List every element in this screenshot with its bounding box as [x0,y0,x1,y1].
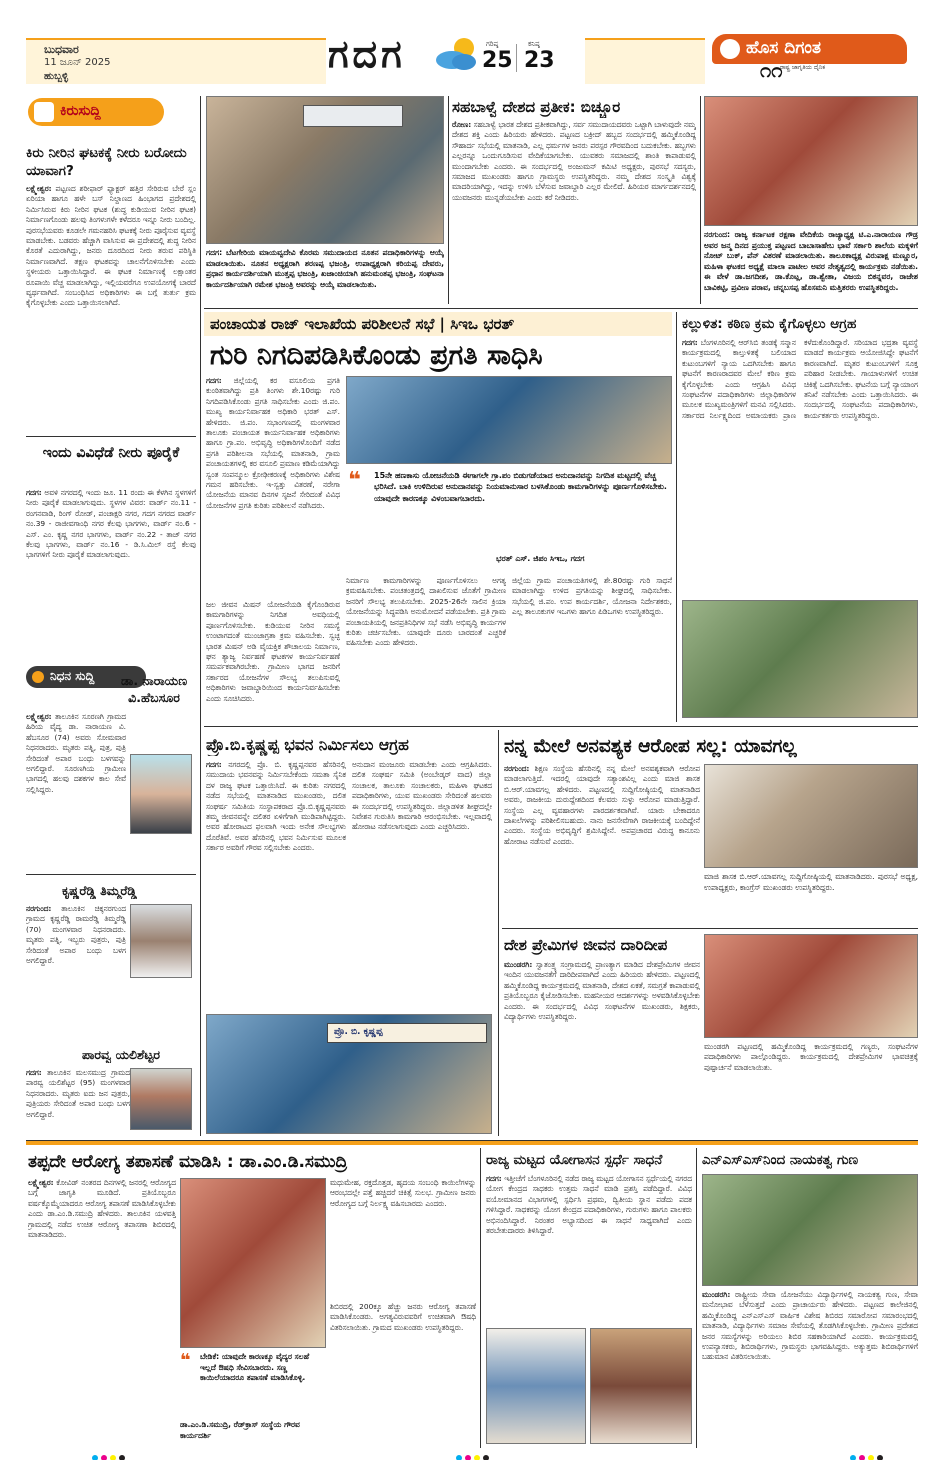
temp-divider [516,44,517,72]
yoga-headline: ರಾಜ್ಯ ಮಟ್ಟದ ಯೋಗಾಸನ ಸ್ಪರ್ಧೆ ಸಾಧನೆ [486,1152,663,1168]
water-body-text: ಅವಳಿ ನಗರದಲ್ಲಿ ಇಂದು ಜೂ. 11 ರಂದು ಈ ಕೆಳಗಿನ ಸ್ಥಳಗಳಿಗೆ ನೀರು ಪೂರೈಕೆ ಮಾಡಲಾಗುವುದು. ಸ್ಥಳಗಳ ವಿವರ: ವಾರ್ಡ್ ನಂ.11 - ರಂಗನವಾಡಿ, ರಿಂಗ್ ರೋಡ್, ಪಂಚಾಕ್ಷರಿ ನಗರ, ಗದಗ ನಗರದ ವಾರ್ಡ್ ನಂ.39 - ರಾಜೀವಗಾಂಧಿ ನಗರ ಕೆಲವು ಭಾಗಗಳು, ವಾರ್ಡ್ ನಂ.6 - ಎಸ್. ಎಂ. ಕೃಷ್ಣ ನಗರ ಭಾಗಗಳು, ವಾರ್ಡ್ ನಂ.22 - ತಾಜ್ ನಗರ ಕೆಲವು ಭಾಗಗಳು, ವಾರ್ಡ್ ನಂ.16 - ಡಿ.ಸಿ.ಮಿಲ್ ರಸ್ತೆ ಕೆಲವು ಭಾಗಗಳಿಗೆ ನೀರು ಪೂರೈಕೆ ಮಾಡಲಾಗುವುದು. [26,488,196,560]
obituary-3-body [26,1068,130,1130]
lead-col3: ನಿರ್ಮಾಣ ಕಾಮಗಾರಿಗಳನ್ನು ಪೂರ್ಣಗೊಳಿಸಲು ಅಗತ್ಯ ಕ್ರಮವಹಿಸಬೇಕು. ಪಂಚತಂತ್ರದಲ್ಲಿ ದಾಖಲಿಸುವ ಜೊತೆಗೆ ಗ್ರಾಮೀಣ ಜನರಿಗೆ ಸೌಲಭ್ಯ ತಲುಪಿಸಬೇಕು. 2025-26ನೇ ಸಾಲಿನ ಕ್ರಿಯಾ ಯೋಜನೆಯನ್ನು ಸಿದ್ಧಪಡಿಸಿ ಅನುಮೋದನೆ ಪಡೆಯಬೇಕು. ಪ್ರತಿ ಗ್ರಾಮ ಪಂಚಾಯತಿಯಲ್ಲಿ ಜನಪ್ರತಿನಿಧಿಗಳ ಸಭೆ ನಡೆಸಿ ಅಭಿವೃದ್ಧಿ ಕಾರ್ಯಗಳ ಕುರಿತು ಚರ್ಚಿಸಬೇಕು. ಯಾವುದೇ ದೂರು ಬಾರದಂತೆ ಎಚ್ಚರಿಕೆ ವಹಿಸಬೇಕು ಎಂದು ಹೇಳಿದರು. [346,576,506,648]
lead-photo [346,376,672,464]
yoga-dateline: ಗದಗ: [486,1174,502,1183]
print-dot [119,1455,125,1460]
print-dot [483,1455,489,1460]
nss-dateline: ಮುಂಡರಗಿ: [702,1290,731,1299]
obituary-3-name: ಪಾರವ್ವ ಯಲಿಶೆಟ್ಟರ [82,1047,161,1062]
masthead-day: ಬುಧವಾರ [44,43,79,56]
allegation-body-text: ಶಿಕ್ಷಣ ಸಂಸ್ಥೆಯ ಹೆಸರಿನಲ್ಲಿ ನನ್ನ ಮೇಲೆ ಅನವಶ್ಯಕವಾಗಿ ಆರೋಪ ಮಾಡಲಾಗುತ್ತಿದೆ. ಇದರಲ್ಲಿ ಯಾವುದೇ ಸತ್ಯಾಂಶವಿಲ್ಲ ಎಂದು ಮಾಜಿ ಶಾಸಕ ಬಿ.ಆರ್.ಯಾವಗಲ್ಲ ಹೇಳಿದರು. ಪಟ್ಟಣದಲ್ಲಿ ಸುದ್ದಿಗೋಷ್ಠಿಯಲ್ಲಿ ಮಾತನಾಡಿದ ಅವರು, ರಾಜಕೀಯ ದುರುದ್ದೇಶದಿಂದ ಕೆಲವರು ಸುಳ್ಳು ಆರೋಪ ಮಾಡುತ್ತಿದ್ದಾರೆ. ಸಂಸ್ಥೆಯ ಎಲ್ಲ ವ್ಯವಹಾರಗಳು ಪಾರದರ್ಶಕವಾಗಿವೆ. ಯಾರು ಬೇಕಾದರೂ ದಾಖಲೆಗಳನ್ನು ಪರಿಶೀಲಿಸಬಹುದು. ನಾನು ಜನಸೇವೆಗಾಗಿ ರಾಜಕೀಯಕ್ಕೆ ಬಂದಿದ್ದೇನೆ ಎಂದರು. ಸಂಸ್ಥೆಯ ಅಭಿವೃದ್ಧಿಗೆ ಶ್ರಮಿಸಿದ್ದೇನೆ. ಅಪಪ್ರಚಾರದ ವಿರುದ್ಧ ಕಾನೂನು ಹೋರಾಟ ನಡೆಸುವೆ ಎಂದರು. [504,764,700,846]
print-dot [877,1455,883,1460]
page-number: ೧೧ [760,58,783,82]
harmony-dateline: ರೋಣ: [452,120,472,129]
top-left-caption: ಗದಗ: ಬೆಟಗೇರಿಯ ಮಾಯವ್ವದೇವಿ ಕೊರಮ ಸಮುದಾಯದ ನೂತನ ಪದಾಧಿಕಾರಿಗಳನ್ನು ಆಯ್ಕೆ ಮಾಡಲಾಯಿತು. ನೂತನ ಅಧ್ಯಕ್ಷರಾಗಿ ಶರಣಪ್ಪ ಭಜಂತ್ರಿ, ಉಪಾಧ್ಯಕ್ಷರಾಗಿ ಕರಿಯಪ್ಪ ದೇವರು, ಪ್ರಧಾನ ಕಾರ್ಯದರ್ಶಿಯಾಗಿ ಮುತ್ತಪ್ಪ ಭಜಂತ್ರಿ, ಖಜಾಂಚಿಯಾಗಿ ಹನುಮಂತಪ್ಪ ಭಜಂತ್ರಿ, ಸಂಘಟನಾ ಕಾರ್ಯದರ್ಶಿಯಾಗಿ ರಮೇಶ ಭಜಂತ್ರಿ ಅವರನ್ನು ಆಯ್ಕೆ ಮಾಡಲಾಯಿತು. [206,248,444,289]
print-dot [474,1455,480,1460]
obituary-1-dateline: ಲಕ್ಷ್ಮೇಶ್ವರ: [26,712,52,721]
health-photo [180,1178,326,1348]
kirusuddi-body-text: ಪಟ್ಟಣದ ಶರೀಫಾರ್ ಫ್ಯಾಕ್ಟರ್ ಹತ್ತಿರ ಸೇರಿರುವ ಬೇರೆ ಸ್ಲಂ ಏರಿಯಾ ಹಾಗೂ ಹಳೇ ಬಸ್ ನಿಲ್ದಾಣದ ಹಿಂಭಾಗದ ಪ್ರದೇಶದಲ್ಲಿ ನಿರ್ಮಿಸಿರುವ ಕಿರು ನೀರಿನ ಘಟಕ (ಶುದ್ಧ ಕುಡಿಯುವ ನೀರಿನ ಘಟಕ) ನಿರ್ಮಾಣಗೊಂಡು ಹಲವು ತಿಂಗಳುಗಳೇ ಕಳೆದರೂ ಇನ್ನೂ ನೀರು ಬಂದಿಲ್ಲ. ಪುರಸಭೆಯವರು ಕೂಡಲೇ ಗಮನಹರಿಸಿ ಘಟಕಕ್ಕೆ ನೀರು ಪೂರೈಸುವ ವ್ಯವಸ್ಥೆ ಮಾಡಬೇಕು. ಬಡವರು ಹೆಚ್ಚಾಗಿ ವಾಸಿಸುವ ಈ ಪ್ರದೇಶದಲ್ಲಿ ಶುದ್ಧ ನೀರಿನ ಕೊರತೆ ಎದುರಾಗಿದ್ದು, ಜನರು ದೂರದಿಂದ ನೀರು ತರುವ ಪರಿಸ್ಥಿತಿ ನಿರ್ಮಾಣವಾಗಿದೆ. ತಕ್ಷಣ ಘಟಕವನ್ನು ಚಾಲನೆಗೊಳಿಸಬೇಕು ಎಂದು ಸ್ಥಳೀಯರು ಒತ್ತಾಯಿಸಿದ್ದಾರೆ. ಈ ಘಟಕ ನಿರ್ಮಾಣಕ್ಕೆ ಲಕ್ಷಾಂತರ ರೂಪಾಯಿ ವೆಚ್ಚ ಮಾಡಲಾಗಿದ್ದು, ಇಲ್ಲಿಯವರೆಗೂ ಉಪಯೋಗಕ್ಕೆ ಬಾರದೆ ವ್ಯರ್ಥವಾಗಿದೆ. ಸಂಬಂಧಿಸಿದ ಅಧಿಕಾರಿಗಳು ಈ ಬಗ್ಗೆ ತುರ್ತು ಕ್ರಮ ಕೈಗೊಳ್ಳಬೇಕು ಎಂದು ಒತ್ತಾಯಿಸಲಾಗಿದೆ. [26,184,196,308]
health-quote: ಬೇಡಿಕೆ: ಯಾವುದೇ ಕಾರಣಕ್ಕೂ ವೈದ್ಯರ ಸಲಹೆ ಇಲ್ಲದೆ ಔಷಧಿ ಸೇವಿಸಬಾರದು. ಸಣ್ಣ ಕಾಯಿಲೆಯಾದರೂ ತಪಾಸಣೆ ಮಾಡಿಸಿಕೊಳ್ಳಿ. [200,1352,310,1383]
divider [480,1148,481,1448]
health-photo-caption: ಡಾ.ಎಂ.ಡಿ.ಸಮುದ್ರಿ, ರೆಡ್‌ಕ್ರಾಸ್ ಸಂಸ್ಥೆಯ ಗೌರವ ಕಾರ್ಯದರ್ಶಿ [180,1420,300,1440]
obituary-tag-label: ನಿಧನ ಸುದ್ದಿ [50,669,95,683]
divider [204,726,918,727]
kalluliti-body-text: ಬೆಂಗಳೂರಿನಲ್ಲಿ ಆರ್‌ಸಿಬಿ ತಂಡಕ್ಕೆ ಸನ್ಮಾನ ಕಾರ್ಯಕ್ರಮದಲ್ಲಿ ಕಾಲ್ತುಳಿತಕ್ಕೆ ಬಲಿಯಾದ ಕುಟುಂಬಗಳಿಗೆ ನ್ಯಾಯ ಒದಗಿಸಬೇಕು ಹಾಗೂ ಘಟನೆಗೆ ಕಾರಣರಾದವರ ಮೇಲೆ ಕಠಿಣ ಕ್ರಮ ಕೈಗೊಳ್ಳಬೇಕು ಎಂದು ಆಗ್ರಹಿಸಿ ವಿವಿಧ ಸಂಘಟನೆಗಳ ಪದಾಧಿಕಾರಿಗಳು ಜಿಲ್ಲಾಧಿಕಾರಿಗಳ ಮೂಲಕ ಮುಖ್ಯಮಂತ್ರಿಗಳಿಗೆ ಮನವಿ ಸಲ್ಲಿಸಿದರು. ಸರ್ಕಾರದ ನಿರ್ಲಕ್ಷ್ಯದಿಂದ ಅಮಾಯಕರು ಪ್ರಾಣ ಕಳೆದುಕೊಂಡಿದ್ದಾರೆ. ಸರಿಯಾದ ಭದ್ರತಾ ವ್ಯವಸ್ಥೆ ಮಾಡದೆ ಕಾರ್ಯಕ್ರಮ ಆಯೋಜಿಸಿದ್ದೇ ಘಟನೆಗೆ ಕಾರಣವಾಗಿದೆ. ಮೃತರ ಕುಟುಂಬಗಳಿಗೆ ಸೂಕ್ತ ಪರಿಹಾರ ನೀಡಬೇಕು. ಗಾಯಾಳುಗಳಿಗೆ ಉಚಿತ ಚಿಕಿತ್ಸೆ ಒದಗಿಸಬೇಕು. ಘಟನೆಯ ಬಗ್ಗೆ ನ್ಯಾಯಾಂಗ ತನಿಖೆ ನಡೆಸಬೇಕು ಎಂದು ಒತ್ತಾಯಿಸಿದರು. ಈ ಸಂದರ್ಭದಲ್ಲಿ ಸಂಘಟನೆಯ ಪದಾಧಿಕಾರಿಗಳು, ಕಾರ್ಯಕರ್ತರು ಉಪಸ್ಥಿತರಿದ್ದರು. [682,338,918,420]
print-dot [101,1455,107,1460]
obituary-1-name: ಡಾ. ನಾರಾಯಣ ವಿ.ಹೆಬಸೂರ [120,673,188,705]
divider [696,1148,697,1448]
obituary-2-body [26,904,126,1044]
bhavan-col1-text: ನಗರದಲ್ಲಿ ಪ್ರೊ. ಬಿ. ಕೃಷ್ಣಪ್ಪನವರ ಹೆಸರಿನಲ್ಲಿ ಸಮುದಾಯ ಭವನವನ್ನು ನಿರ್ಮಿಸಬೇಕೆಂದು ಸಮತಾ ಸೈನಿಕ ದಳ ರಾಜ್ಯ ಘಟಕ ಒತ್ತಾಯಿಸಿದೆ. ಈ ಕುರಿತು ನಗರದಲ್ಲಿ ನಡೆದ ಸಭೆಯಲ್ಲಿ ಮಾತನಾಡಿದ ಮುಖಂಡರು, ದಲಿತ ಸಂಘರ್ಷ ಸಮಿತಿಯ ಸಂಸ್ಥಾಪಕರಾದ ಪ್ರೊ.ಬಿ.ಕೃಷ್ಣಪ್ಪನವರು ತಮ್ಮ ಜೀವನವನ್ನೇ ದಲಿತರ ಏಳಿಗೆಗಾಗಿ ಮುಡಿಪಾಗಿಟ್ಟಿದ್ದರು. ಅವರ ಹೋರಾಟದ ಫಲವಾಗಿ ಇಂದು ಅನೇಕ ಸೌಲಭ್ಯಗಳು ದೊರೆತಿವೆ. ಅವರ ಹೆಸರಿನಲ್ಲಿ ಭವನ ನಿರ್ಮಿಸುವ ಮೂಲಕ ಸರ್ಕಾರ ಅವರಿಗೆ ಗೌರವ ಸಲ್ಲಿಸಬೇಕು ಎಂದರು. [206,760,346,853]
lamp-icon [32,671,44,683]
kalluliti-body [682,338,918,596]
patriot-photo [704,934,918,1038]
print-dot [456,1455,462,1460]
yoga-photo-1 [486,1328,586,1444]
print-dots-center [456,1446,492,1460]
allegation-headline: ನನ್ನ ಮೇಲೆ ಅನವಶ್ಯಕ ಆರೋಪ ಸಲ್ಲ: ಯಾವಗಲ್ಲ [504,736,797,757]
patriot-caption: ಮುಂಡರಗಿ ಪಟ್ಟಣದಲ್ಲಿ ಹಮ್ಮಿಕೊಂಡಿದ್ದ ಕಾರ್ಯಕ್ರಮದಲ್ಲಿ ಗಣ್ಯರು, ಸಂಘಟನೆಗಳ ಪದಾಧಿಕಾರಿಗಳು ಪಾಲ್ಗೊಂಡಿದ್ದರು. ಕಾರ್ಯಕ್ರಮದಲ್ಲಿ ದೇಶಪ್ರೇಮಿಗಳ ಭಾವಚಿತ್ರಕ್ಕೆ ಪುಷ್ಪಾರ್ಚನೆ ಮಾಡಲಾಯಿತು. [704,1042,918,1072]
brand-logo-icon [720,39,740,59]
harmony-body [452,120,696,304]
obituary-2-name: ಕೃಷ್ಣರೆಡ್ಡಿ ತಿಮ್ಮರೆಡ್ಡಿ [62,883,137,898]
lead-col1-text: ಜಿಲ್ಲೆಯಲ್ಲಿ ಕರ ವಸೂಲಿಯ ಪ್ರಗತಿ ಕುಂಠಿತವಾಗಿದ್ದು ಪ್ರತಿ ತಿಂಗಳು ಶೇ.10ರಷ್ಟು ಗುರಿ ನಿಗದಿಪಡಿಸಿಕೊಂಡು ಪ್ರಗತಿ ಸಾಧಿಸಬೇಕು ಎಂದು ಜಿ.ಪಂ. ಮುಖ್ಯ ಕಾರ್ಯನಿರ್ವಾಹಕ ಅಧಿಕಾರಿ ಭರತ್ ಎಸ್. ಹೇಳಿದರು. ಜಿ.ಪಂ. ಸಭಾಂಗಣದಲ್ಲಿ ಮಂಗಳವಾರ ತಾಲೂಕು ಪಂಚಾಯತ ಕಾರ್ಯನಿರ್ವಾಹಕ ಅಧಿಕಾರಿಗಳು ಹಾಗೂ ಗ್ರಾ.ಪಂ. ಅಭಿವೃದ್ಧಿ ಅಧಿಕಾರಿಗಳೊಂದಿಗೆ ನಡೆದ ಪ್ರಗತಿ ಪರಿಶೀಲನಾ ಸಭೆಯಲ್ಲಿ ಮಾತನಾಡಿ, ಗ್ರಾಮ ಪಂಚಾಯತಗಳಲ್ಲಿ ಕರ ವಸೂಲಿ ಪ್ರಮಾಣ ಕಡಿಮೆಯಾಗಿದ್ದು ಸ್ವಂತ ಸಂಪನ್ಮೂಲ ಕ್ರೋಢೀಕರಣಕ್ಕೆ ಅಧಿಕಾರಿಗಳು ವಿಶೇಷ ಗಮನ ಹರಿಸಬೇಕು. ಇ-ಸ್ವತ್ತು ವಿತರಣೆ, ನರೇಗಾ ಯೋಜನೆಯ ಮಾನವ ದಿನಗಳ ಸೃಜನೆ ಸೇರಿದಂತೆ ವಿವಿಧ ಯೋಜನೆಗಳ ಪ್ರಗತಿ ಕುರಿತು ಪರಿಶೀಲನೆ ನಡೆಸಿದರು. [206,376,340,510]
print-dot [110,1455,116,1460]
weather-icon [430,36,482,72]
health-quote-box [180,1352,326,1418]
masthead-left-panel [26,38,326,84]
divider [676,312,677,722]
bhavan-headline: ಪ್ರೊ.ಬಿ.ಕೃಷ್ಣಪ್ಪ ಭವನ ನಿರ್ಮಿಸಲು ಆಗ್ರಹ [206,736,409,754]
temp-min: 23 [524,48,555,73]
water-headline: ಇಂದು ವಿವಿಧೆಡೆ ನೀರು ಪೂರೈಕೆ [42,445,180,461]
kalluliti-dateline: ಗದಗ: [682,338,698,347]
bhavan-col2: ಅನುದಾನ ಮಂಜೂರು ಮಾಡಬೇಕು ಎಂದು ಆಗ್ರಹಿಸಿದರು. ದಲಿತ ಸಂಘರ್ಷ ಸಮಿತಿ (ಅಂಬೇಡ್ಕರ್ ವಾದ) ಜಿಲ್ಲಾ ಸಂಚಾಲಕ, ತಾಲೂಕು ಸಂಚಾಲಕರು, ಮಹಿಳಾ ಘಟಕದ ಪದಾಧಿಕಾರಿಗಳು, ಯುವ ಮುಖಂಡರು ಸೇರಿದಂತೆ ಹಲವರು ಈ ಸಂದರ್ಭದಲ್ಲಿ ಉಪಸ್ಥಿತರಿದ್ದರು. ಜಿಲ್ಲಾಡಳಿತ ಶೀಘ್ರದಲ್ಲೇ ನಿವೇಶನ ಗುರುತಿಸಿ ಕಾಮಗಾರಿ ಆರಂಭಿಸಬೇಕು. ಇಲ್ಲವಾದಲ್ಲಿ ಹೋರಾಟ ನಡೆಸಲಾಗುವುದು ಎಂದು ಎಚ್ಚರಿಸಿದರು. [352,760,492,832]
bhavan-col1 [206,760,346,1010]
divider [498,730,499,1136]
nss-headline: ಎನ್‌ಎಸ್‌ಎಸ್‌ನಿಂದ ನಾಯಕತ್ವ ಗುಣ [702,1152,859,1168]
brand-name: ಹೊಸ ದಿಗಂತ [746,38,821,58]
top-right-caption: ನರಗುಂದ: ರಾಜ್ಯ ಕರ್ನಾಟಕ ರಕ್ಷಣಾ ವೇದಿಕೆಯ ರಾಜ್ಯಾಧ್ಯಕ್ಷ ಟಿ.ಎ.ನಾರಾಯಣ ಗೌಡ್ರ ಅವರ ಜನ್ಮ ದಿನದ ಪ್ರಯುಕ್ತ ಪಟ್ಟಣದ ಬಾಬಾಸಾಹೇಬ ಭಾವೆ ಸರ್ಕಾರಿ ಶಾಲೆಯ ಮಕ್ಕಳಿಗೆ ನೋಟ್ ಬುಕ್, ಪೆನ್ ವಿತರಣೆ ಮಾಡಲಾಯಿತು. ತಾಲೂಕಾಧ್ಯಕ್ಷ ವಿರುಪಾಕ್ಷ ಮಣ್ಣೂರ, ಮಹಿಳಾ ಘಟಕದ ಅಧ್ಯಕ್ಷೆ ಮಾಲಾ ಪಾಟೀಲ ಅವರ ನೇತೃತ್ವದಲ್ಲಿ ಕಾರ್ಯಕ್ರಮ ನಡೆಯಿತು. ಈ ವೇಳೆ ಡಾ.ಜಗದೀಶ, ಡಾ.ಕೊಟ್ಲ, ಡಾ.ಶ್ವೇತಾ, ವಿಜಯ ಬಿಕನ್ನವರ, ರಾಜೇಶ ಬಾವಿಕಟ್ಟಿ, ಪ್ರವೀಣ ಪರಾವ, ಚನ್ನಬಸಪ್ಪ ಹೊಸಮನಿ ಮತ್ತಿತರರು ಉಪಸ್ಥಿತರಿದ್ದರು. [704,230,918,292]
health-col3: ಶಿಬಿರದಲ್ಲಿ 200ಕ್ಕೂ ಹೆಚ್ಚು ಜನರು ಆರೋಗ್ಯ ತಪಾಸಣೆ ಮಾಡಿಸಿಕೊಂಡರು. ಅಗತ್ಯವಿರುವವರಿಗೆ ಉಚಿತವಾಗಿ ಔಷಧಿ ವಿತರಿಸಲಾಯಿತು. ಗ್ರಾಮದ ಮುಖಂಡರು ಉಪಸ್ಥಿತರಿದ್ದರು. [330,1302,476,1332]
obituary-3-photo [130,1068,192,1130]
patriot-headline: ದೇಶ ಪ್ರೇಮಿಗಳ ಜೀವನ ದಾರಿದೀಪ [504,936,668,954]
divider [700,96,701,304]
temp-min-label: ಕನಿಷ್ಠ [528,40,540,48]
obituary-1-photo [130,754,192,834]
print-dot [868,1455,874,1460]
lead-col4: ಜಿಲ್ಲೆಯ ಗ್ರಾಮ ಪಂಚಾಯತಿಗಳಲ್ಲಿ ಶೇ.80ರಷ್ಟು ಗುರಿ ಸಾಧನೆ ಮಾಡಲಾಗಿದ್ದು ಉಳಿದ ಪ್ರಗತಿಯನ್ನು ಶೀಘ್ರದಲ್ಲಿ ಸಾಧಿಸಬೇಕು. ಸಭೆಯಲ್ಲಿ ಜಿ.ಪಂ. ಉಪ ಕಾರ್ಯದರ್ಶಿ, ಯೋಜನಾ ನಿರ್ದೇಶಕರು, ಎಲ್ಲ ತಾಲೂಕುಗಳ ಇಒಗಳು ಹಾಗೂ ಪಿಡಿಒಗಳು ಉಪಸ್ಥಿತರಿದ್ದರು. [512,576,672,617]
lead-quote-author: ಭರತ್ ಎಸ್. ಜಿಪಂ ಸಿಇಒ, ಗದಗ [496,554,585,563]
lead-dateline: ಗದಗ: [206,376,222,385]
kirusuddi-icon [34,102,54,122]
print-dot [465,1455,471,1460]
bhavan-photo-banner [327,1023,487,1043]
allegation-dateline: ನರಗುಂದ: [504,764,530,773]
water-body [26,488,196,654]
top-left-photo [206,96,444,244]
lead-quote-box [346,468,672,572]
obituary-3-dateline: ಗದಗ: [26,1068,42,1077]
brand-tagline: ರಾಷ್ಟ್ರ ಜಾಗೃತಿಯ ದೈನಿಕ [780,64,826,71]
obituary-1-body [26,712,126,842]
masthead-right-panel [585,38,705,84]
bhavan-photo [206,1014,492,1134]
water-dateline: ಗದಗ: [26,488,42,497]
lead-headline: ಗುರಿ ನಿಗದಿಪಡಿಸಿಕೊಂಡು ಪ್ರಗತಿ ಸಾಧಿಸಿ [210,340,543,371]
health-col1-text: ಕೋವಿಡ್ ನಂತರದ ದಿನಗಳಲ್ಲಿ ಜನರಲ್ಲಿ ಆರೋಗ್ಯದ ಬಗ್ಗೆ ಜಾಗೃತಿ ಮೂಡಿದೆ. ಪ್ರತಿಯೊಬ್ಬರೂ ವರ್ಷಕ್ಕೊಮ್ಮೆಯಾದರೂ ಆರೋಗ್ಯ ತಪಾಸಣೆ ಮಾಡಿಸಿಕೊಳ್ಳಬೇಕು ಎಂದು ಡಾ.ಎಂ.ಡಿ.ಸಮುದ್ರಿ ಹೇಳಿದರು. ತಾಲೂಕಿನ ಯಳವತ್ತಿ ಗ್ರಾಮದಲ್ಲಿ ನಡೆದ ಉಚಿತ ಆರೋಗ್ಯ ತಪಾಸಣಾ ಶಿಬಿರದಲ್ಲಿ ಮಾತನಾಡಿದರು. [28,1178,176,1240]
yoga-body-text: ಇತ್ತೀಚೆಗೆ ಬೆಂಗಳೂರಿನಲ್ಲಿ ನಡೆದ ರಾಜ್ಯ ಮಟ್ಟದ ಯೋಗಾಸನ ಸ್ಪರ್ಧೆಯಲ್ಲಿ ನಗರದ ಯೋಗ ಕೇಂದ್ರದ ಸಾಧಕರು ಉತ್ತಮ ಸಾಧನೆ ಮಾಡಿ ಪ್ರಶಸ್ತಿ ಪಡೆದಿದ್ದಾರೆ. ವಿವಿಧ ವಯೋಮಾನದ ವಿಭಾಗಗಳಲ್ಲಿ ಸ್ಪರ್ಧಿಸಿ ಪ್ರಥಮ, ದ್ವಿತೀಯ ಸ್ಥಾನ ಪಡೆದು ಪದಕ ಗಳಿಸಿದ್ದಾರೆ. ಸಾಧಕರನ್ನು ಯೋಗ ಕೇಂದ್ರದ ಪದಾಧಿಕಾರಿಗಳು, ಗುರುಗಳು ಹಾಗೂ ಪಾಲಕರು ಅಭಿನಂದಿಸಿದ್ದಾರೆ. ನಿರಂತರ ಅಭ್ಯಾಸದಿಂದ ಈ ಸಾಧನೆ ಸಾಧ್ಯವಾಗಿದೆ ಎಂದು ತರಬೇತುದಾರರು ತಿಳಿಸಿದ್ದಾರೆ. [486,1174,692,1236]
yoga-body [486,1174,692,1324]
health-col2: ಮಧುಮೇಹ, ರಕ್ತದೊತ್ತಡ, ಹೃದಯ ಸಂಬಂಧಿ ಕಾಯಿಲೆಗಳನ್ನು ಆರಂಭದಲ್ಲೇ ಪತ್ತೆ ಹಚ್ಚಿದರೆ ಚಿಕಿತ್ಸೆ ಸುಲಭ. ಗ್ರಾಮೀಣ ಜನರು ಆರೋಗ್ಯದ ಬಗ್ಗೆ ನಿರ್ಲಕ್ಷ್ಯ ವಹಿಸಬಾರದು ಎಂದರು. [330,1178,476,1208]
health-dateline: ಲಕ್ಷ್ಮೇಶ್ವರ: [28,1178,54,1187]
kirusuddi-body [26,184,196,424]
lead-kicker: ಪಂಚಾಯತ ರಾಜ್ ಇಲಾಖೆಯ ಪರಿಶೀಲನೆ ಸಭೆ | ಸಿಇಒ ಭರತ್ [210,315,515,333]
bhavan-photo-banner-text: ಪ್ರೊ. ಬಿ. ಕೃಷ್ಣಪ್ಪ [334,1027,383,1037]
brand-logo [712,34,907,64]
obituary-2-text: ತಾಲೂಕಿನ ಚಿಕ್ಕನರಗುಂದ ಗ್ರಾಮದ ಕೃಷ್ಣರೆಡ್ಡಿ ರಾಮರೆಡ್ಡಿ ತಿಮ್ಮರೆಡ್ಡಿ (70) ಮಂಗಳವಾರ ನಿಧನರಾದರು. ಮೃತರು ಪತ್ನಿ, ಇಬ್ಬರು ಪುತ್ರರು, ಪುತ್ರಿ ಸೇರಿದಂತೆ ಅಪಾರ ಬಂಧು ಬಳಗ ಅಗಲಿದ್ದಾರೆ. [26,904,126,966]
kirusuddi-tag-label: ಕಿರುಸುದ್ದಿ [60,103,101,119]
harmony-body-text: ಸಹಬಾಳ್ವೆ ಭಾರತ ದೇಶದ ಪ್ರತೀಕವಾಗಿದ್ದು, ಸರ್ವ ಸಮುದಾಯದವರು ಒಟ್ಟಾಗಿ ಬಾಳುವುದೇ ನಮ್ಮ ದೇಶದ ಶಕ್ತಿ ಎಂದು ಹಿರಿಯರು ಹೇಳಿದರು. ಪಟ್ಟಣದ ಬಕ್ರೀದ್ ಹಬ್ಬದ ಸಂದರ್ಭದಲ್ಲಿ ಹಮ್ಮಿಕೊಂಡಿದ್ದ ಸೌಹಾರ್ದ ಸಭೆಯಲ್ಲಿ ಮಾತನಾಡಿ, ಎಲ್ಲ ಧರ್ಮಗಳ ಜನರು ಪರಸ್ಪರ ಗೌರವದಿಂದ ಬದುಕಬೇಕು. ಹಬ್ಬಗಳು ಎಲ್ಲರನ್ನೂ ಒಂದುಗೂಡಿಸುವ ವೇದಿಕೆಯಾಗಬೇಕು. ಯುವಕರು ಸಮಾಜದಲ್ಲಿ ಶಾಂತಿ ಕಾಪಾಡುವಲ್ಲಿ ಮುಂದಾಗಬೇಕು ಎಂದರು. ಈ ಸಂದರ್ಭದಲ್ಲಿ ಅಂಜುಮನ್ ಕಮಿಟಿ ಅಧ್ಯಕ್ಷರು, ಪುರಸಭೆ ಸದಸ್ಯರು, ಸಮಾಜದ ಮುಖಂಡರು ಹಾಗೂ ಗ್ರಾಮಸ್ಥರು ಉಪಸ್ಥಿತರಿದ್ದರು. ನಮ್ಮ ದೇಶದ ಸಂಸ್ಕೃತಿ ವಿಶ್ವಕ್ಕೆ ಮಾದರಿಯಾಗಿದ್ದು, ಇದನ್ನು ಉಳಿಸಿ ಬೆಳೆಸುವ ಜವಾಬ್ದಾರಿ ಎಲ್ಲರ ಮೇಲಿದೆ. ಹಿರಿಯರ ಮಾರ್ಗದರ್ಶನದಲ್ಲಿ ಯುವಜನರು ಮುನ್ನಡೆಯಬೇಕು ಎಂದು ಕರೆ ನೀಡಿದರು. [452,120,696,202]
quote-icon: ❝ [348,468,361,493]
allegation-body [504,764,700,914]
health-headline: ತಪ್ಪದೇ ಆರೋಗ್ಯ ತಪಾಸಣೆ ಮಾಡಿಸಿ : ಡಾ.ಎಂ.ಡಿ.ಸಮುದ್ರಿ [28,1152,348,1172]
harmony-headline: ಸಹಬಾಳ್ವೆ ದೇಶದ ಪ್ರತೀಕ: ಬಿಚ್ಚೂರ [452,98,621,116]
divider [502,928,918,929]
divider [26,874,196,875]
print-dots-left [92,1446,128,1460]
kirusuddi-dateline: ಲಕ್ಷ್ಮೇಶ್ವರ: [26,184,52,193]
print-dot [850,1455,856,1460]
divider [448,96,449,304]
obituary-1-text: ತಾಲೂಕಿನ ಸೂರಣಗಿ ಗ್ರಾಮದ ಹಿರಿಯ ವೈದ್ಯ ಡಾ. ನಾರಾಯಣ ವಿ. ಹೆಬಸೂರ (74) ಅವರು ಸೋಮವಾರ ನಿಧನರಾದರು. ಮೃತರು ಪತ್ನಿ, ಪುತ್ರ, ಪುತ್ರಿ ಸೇರಿದಂತೆ ಅಪಾರ ಬಂಧು ಬಳಗವನ್ನು ಅಗಲಿದ್ದಾರೆ. ಸೂರಣಗಿಯ ಗ್ರಾಮೀಣ ಭಾಗದಲ್ಲಿ ಹಲವು ದಶಕಗಳ ಕಾಲ ಸೇವೆ ಸಲ್ಲಿಸಿದ್ದರು. [26,712,126,794]
nss-photo [702,1174,918,1286]
bottom-strip [26,1141,918,1145]
print-dots-right [850,1446,886,1460]
kalluliti-photo [682,600,918,718]
masthead-date: 11 ಜೂನ್ 2025 [44,57,111,68]
kirusuddi-tag [28,98,164,126]
nss-body-text: ರಾಷ್ಟ್ರೀಯ ಸೇವಾ ಯೋಜನೆಯು ವಿದ್ಯಾರ್ಥಿಗಳಲ್ಲಿ ನಾಯಕತ್ವ ಗುಣ, ಸೇವಾ ಮನೋಭಾವ ಬೆಳೆಸುತ್ತದೆ ಎಂದು ಪ್ರಾಚಾರ್ಯರು ಹೇಳಿದರು. ಪಟ್ಟಣದ ಕಾಲೇಜಿನಲ್ಲಿ ಹಮ್ಮಿಕೊಂಡಿದ್ದ ಎನ್‌ಎಸ್‌ಎಸ್ ವಾರ್ಷಿಕ ವಿಶೇಷ ಶಿಬಿರದ ಸಮಾರೋಪ ಸಮಾರಂಭದಲ್ಲಿ ಮಾತನಾಡಿ, ವಿದ್ಯಾರ್ಥಿಗಳು ಸಮಾಜ ಸೇವೆಯಲ್ಲಿ ತೊಡಗಿಸಿಕೊಳ್ಳಬೇಕು. ಗ್ರಾಮೀಣ ಪ್ರದೇಶದ ಜನರ ಸಮಸ್ಯೆಗಳನ್ನು ಅರಿಯಲು ಶಿಬಿರ ಸಹಕಾರಿಯಾಗಿದೆ ಎಂದರು. ಕಾರ್ಯಕ್ರಮದಲ್ಲಿ ಉಪನ್ಯಾಸಕರು, ಶಿಬಿರಾರ್ಥಿಗಳು, ಗ್ರಾಮಸ್ಥರು ಭಾಗವಹಿಸಿದ್ದರು. ಅತ್ಯುತ್ತಮ ಶಿಬಿರಾರ್ಥಿಗಳಿಗೆ ಬಹುಮಾನ ವಿತರಿಸಲಾಯಿತು. [702,1290,918,1362]
lead-col2-text: ಜಲ ಜೀವನ ಮಿಷನ್ ಯೋಜನೆಯಡಿ ಕೈಗೊಂಡಿರುವ ಕಾಮಗಾರಿಗಳನ್ನು ನಿಗದಿತ ಅವಧಿಯಲ್ಲಿ ಪೂರ್ಣಗೊಳಿಸಬೇಕು. ಕುಡಿಯುವ ನೀರಿನ ಸಮಸ್ಯೆ ಉಂಟಾಗದಂತೆ ಮುಂಜಾಗ್ರತಾ ಕ್ರಮ ವಹಿಸಬೇಕು. ಸ್ವಚ್ಛ ಭಾರತ ಮಿಷನ್ ಅಡಿ ವೈಯಕ್ತಿಕ ಶೌಚಾಲಯ ನಿರ್ಮಾಣ, ಘನ ತ್ಯಾಜ್ಯ ನಿರ್ವಹಣೆ ಘಟಕಗಳ ಕಾರ್ಯನಿರ್ವಹಣೆ ಸಮರ್ಪಕವಾಗಿರಬೇಕು. ಗ್ರಾಮೀಣ ಭಾಗದ ಜನರಿಗೆ ಸರ್ಕಾರದ ಯೋಜನೆಗಳ ಸೌಲಭ್ಯ ತಲುಪಿಸುವಲ್ಲಿ ಅಧಿಕಾರಿಗಳು ಜವಾಬ್ದಾರಿಯಿಂದ ಕಾರ್ಯನಿರ್ವಹಿಸಬೇಕು ಎಂದು ಸೂಚಿಸಿದರು. [206,600,340,703]
kalluliti-headline: ಕಲ್ಲುಳಿತ: ಕಠಿಣ ಕ್ರಮ ಕೈಗೊಳ್ಳಲು ಆಗ್ರಹ [682,316,857,332]
obituary-2-photo [130,904,192,978]
divider [26,436,196,437]
kirusuddi-headline: ಕಿರು ನೀರಿನ ಘಟಕಕ್ಕೆ ನೀರು ಬರೋದು ಯಾವಾಗ? [26,145,187,179]
allegation-caption: ಮಾಜಿ ಶಾಸಕ ಬಿ.ಆರ್.ಯಾವಗಲ್ಲ ಸುದ್ದಿಗೋಷ್ಠಿಯಲ್ಲಿ ಮಾತನಾಡಿದರು. ಪುರಸಭೆ ಅಧ್ಯಕ್ಷ, ಉಪಾಧ್ಯಕ್ಷರು, ಕಾಂಗ್ರೆಸ್ ಮುಖಂಡರು ಉಪಸ್ಥಿತರಿದ್ದರು. [704,872,918,892]
quote-icon: ❝ [180,1350,191,1371]
left-column [26,96,196,1136]
lead-quote: 15ನೇ ಹಣಕಾಸು ಯೋಜನೆಯಡಿ ಈಗಾಗಲೇ ಗ್ರಾ.ಪಂ ಬಿಡುಗಡೆಯಾದ ಅನುದಾನವನ್ನು ನಿಗದಿತ ಮಟ್ಟದಲ್ಲಿ ವೆಚ್ಚ ಭರಿಸಿದೆ. ಬಾಕಿ ಉಳಿದಿರುವ ಅನುದಾನವನ್ನು ನಿಯಮಾನುಸಾರ ಬಳಸಿಕೊಂಡು ಕಾಮಗಾರಿಗಳನ್ನು ಪೂರ್ಣಗೊಳಿಸಬೇಕು. ಯಾವುದೇ ಕಾರಣಕ್ಕೂ ವಿಳಂಬವಾಗಬಾರದು. [374,471,667,503]
masthead [0,0,945,88]
nss-body [702,1290,918,1444]
bhavan-dateline: ಗದಗ: [206,760,222,769]
temp-max: 25 [482,48,513,73]
print-dot [92,1455,98,1460]
top-right-photo [704,96,918,226]
allegation-photo [704,764,918,868]
health-col1 [28,1178,176,1428]
patriot-dateline: ಮುಂಡರಗಿ: [504,960,533,969]
obituary-2-dateline: ನರಗುಂದ: [26,904,52,913]
yoga-photo-2 [590,1328,692,1444]
obituary-3-text: ತಾಲೂಕಿನ ಮಲಸಮುದ್ರ ಗ್ರಾಮದ ಪಾರವ್ವ ಯಲಿಶೆಟ್ಟರ (95) ಮಂಗಳವಾರ ನಿಧನರಾದರು. ಮೃತರು ಐದು ಜನ ಪುತ್ರರು, ಪುತ್ರಿಯರು ಸೇರಿದಂತೆ ಅಪಾರ ಬಂಧು ಬಳಗ ಅಗಲಿದ್ದಾರೆ. [26,1068,130,1119]
masthead-city: ಹುಬ್ಬಳ್ಳಿ [44,71,69,82]
temp-max-label: ಗರಿಷ್ಠ [486,40,499,48]
patriot-body [504,960,700,1134]
print-dot [859,1455,865,1460]
divider [204,308,918,309]
masthead-title: ಗದಗ [328,32,406,76]
patriot-body-text: ಸ್ವಾತಂತ್ರ್ಯ ಸಂಗ್ರಾಮದಲ್ಲಿ ಪ್ರಾಣತ್ಯಾಗ ಮಾಡಿದ ದೇಶಪ್ರೇಮಿಗಳ ಜೀವನ ಇಂದಿನ ಯುವಜನತೆಗೆ ದಾರಿದೀಪವಾಗಿದೆ ಎಂದು ಹಿರಿಯರು ಹೇಳಿದರು. ಪಟ್ಟಣದಲ್ಲಿ ಹಮ್ಮಿಕೊಂಡಿದ್ದ ಕಾರ್ಯಕ್ರಮದಲ್ಲಿ ಮಾತನಾಡಿ, ದೇಶದ ಏಕತೆ, ಸಮಗ್ರತೆ ಕಾಪಾಡುವಲ್ಲಿ ಪ್ರತಿಯೊಬ್ಬರೂ ಕೈಜೋಡಿಸಬೇಕು. ಮಹನೀಯರ ಆದರ್ಶಗಳನ್ನು ಅಳವಡಿಸಿಕೊಳ್ಳಬೇಕು ಎಂದರು. ಈ ಸಂದರ್ಭದಲ್ಲಿ ವಿವಿಧ ಸಂಘಟನೆಗಳ ಮುಖಂಡರು, ಶಿಕ್ಷಕರು, ವಿದ್ಯಾರ್ಥಿಗಳು ಉಪಸ್ಥಿತರಿದ್ದರು. [504,960,700,1022]
banner [303,105,403,127]
divider [200,96,201,1136]
